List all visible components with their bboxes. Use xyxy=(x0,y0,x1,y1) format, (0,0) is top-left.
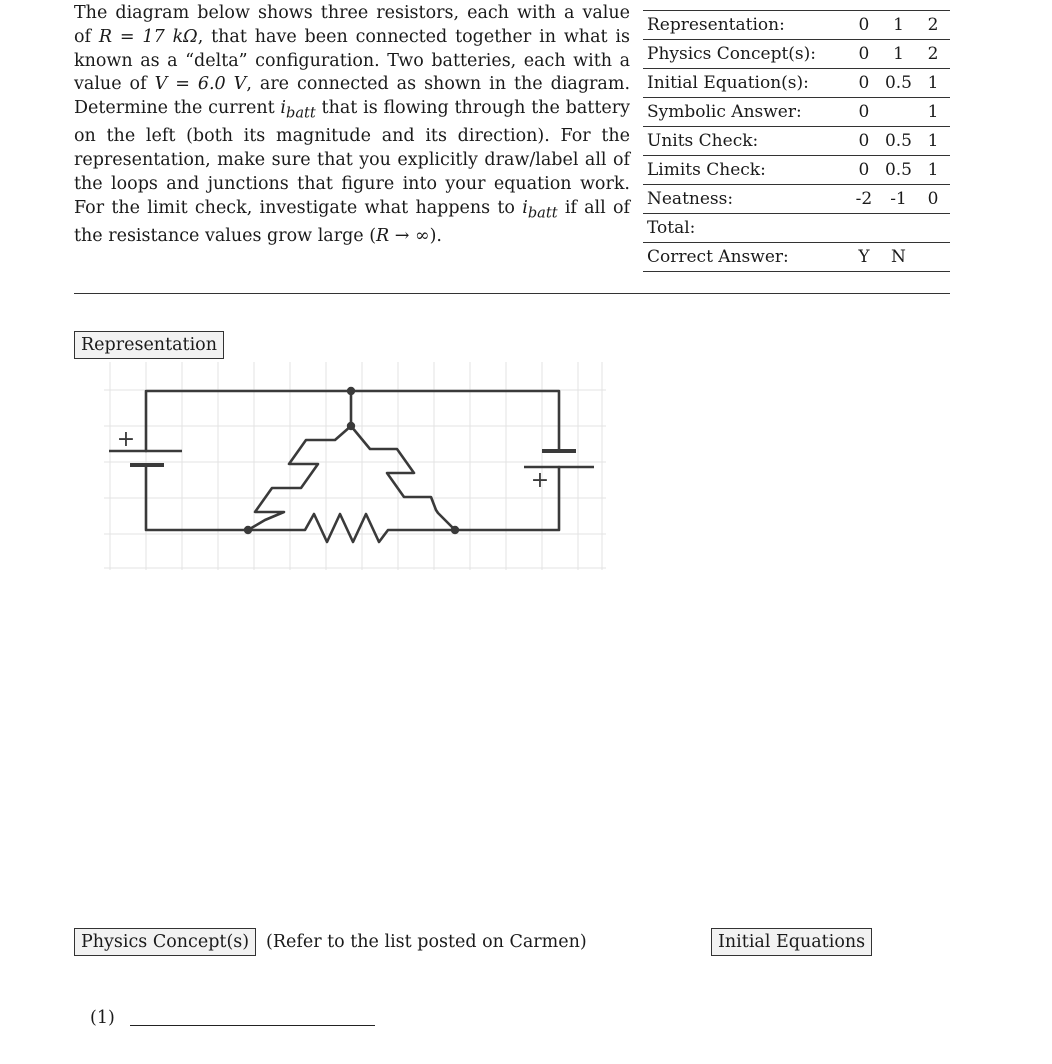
resistor-left xyxy=(248,426,351,530)
section-divider xyxy=(74,293,950,294)
rubric-row: Units Check: 0 0.5 1 xyxy=(643,127,950,156)
rubric-row: Representation: 0 1 2 xyxy=(643,11,950,40)
current-symbol: i xyxy=(280,98,287,119)
representation-heading: Representation xyxy=(74,331,224,359)
concept-item-number: (1) xyxy=(90,1008,115,1028)
rubric-row: Total: xyxy=(643,214,950,243)
rubric-row: Symbolic Answer: 0 1 xyxy=(643,98,950,127)
rubric-row: Correct Answer: Y N xyxy=(643,243,950,272)
resistor-bottom xyxy=(248,514,455,542)
junction-apex xyxy=(347,422,355,430)
rubric-row: Initial Equation(s): 0 0.5 1 xyxy=(643,69,950,98)
resistance-value: R = 17 kΩ xyxy=(98,26,198,47)
rubric-row: Limits Check: 0 0.5 1 xyxy=(643,156,950,185)
physics-concepts-note: (Refer to the list posted on Carmen) xyxy=(266,932,587,952)
rubric-row: Physics Concept(s): 0 1 2 xyxy=(643,40,950,69)
problem-statement: The diagram below shows three resistors, each with a value of R = 17 kΩ, that have been connected together in what is known as a “delta” configuration. Two batteries, each with a value of V = 6.0 V, are connected as shown in the diagram. Determine the current $i_{batt}$ that is flowing through the battery on the left (both its magnitude and its direction). For the representation, make sure that you explicitly draw/label all of the loops and junctions that figure into your equation work. For the limit check, investigate what happens to $i_{batt}$ if all of the resistance values grow large (R → ∞). xyxy=(74,3,631,247)
plus-sign-right: + xyxy=(530,468,550,493)
limit-expression: R → ∞ xyxy=(376,226,430,247)
voltage-value: V = 6.0 V xyxy=(154,74,247,95)
physics-concepts-heading: Physics Concept(s) xyxy=(74,928,256,956)
rubric-row: Neatness: -2 -1 0 xyxy=(643,185,950,214)
wire-top xyxy=(146,391,559,451)
concept-answer-line[interactable] xyxy=(130,1025,375,1026)
junction-top xyxy=(347,387,355,395)
junction-right xyxy=(451,526,459,534)
grading-rubric xyxy=(643,10,950,272)
plus-sign-left: + xyxy=(116,427,136,452)
current-symbol: i xyxy=(522,197,528,218)
battery-right xyxy=(524,451,594,467)
initial-equations-heading: Initial Equations xyxy=(711,928,872,956)
circuit-diagram xyxy=(100,360,620,575)
junction-left xyxy=(244,526,252,534)
